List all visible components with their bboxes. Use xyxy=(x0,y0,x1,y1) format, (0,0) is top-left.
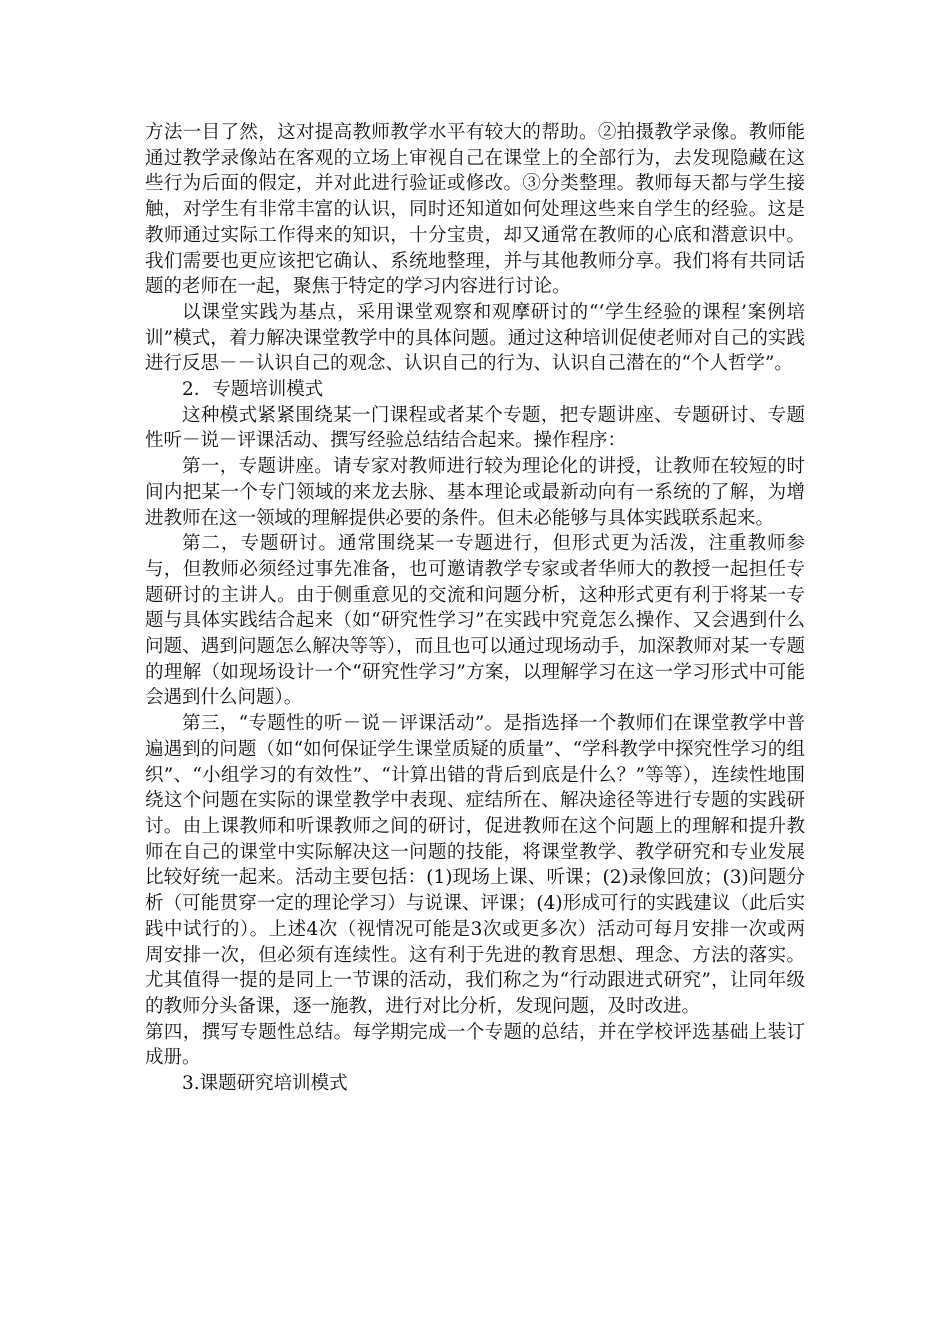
paragraph-case-training-model: 以课堂实践为基点，采用课堂观察和观摩研讨的“‘学生经验的课程’案例培训”模式，着力解决课堂教学中的具体问题。通过这种培训促使老师对自己的实践进行反思－－认识自己的观念、认识自己的行为、认识自己潜在的“个人哲学”。 xyxy=(145,301,805,375)
paragraph-topic-training-intro: 这种模式紧紧围绕某一门课程或者某个专题，把专题讲座、专题研讨、专题性听－说－评课活动、撰写经验总结结合起来。操作程序： xyxy=(145,404,805,452)
paragraph-step-two-seminar: 第二，专题研讨。通常围绕某一专题进行，但形式更为活泼，注重教师参与，但教师必须经过事先准备，也可邀请教学专家或者华师大的教授一起担任专题研讨的主讲人。由于侧重意见的交流和问题分析，这种形式更有利于将某一专题与具体实践结合起来（如“研究性学习”在实践中究竟怎么操作、又会遇到什么问题、遇到问题怎么解决等等），而且也可以通过现场动手，加深教师对某一专题的理解（如现场设计一个“研究性学习”方案，以理解学习在这一学习形式中可能会遇到什么问题）。 xyxy=(145,533,805,709)
section-heading-topic-training: 2．专题培训模式 xyxy=(182,379,324,401)
section-heading-research-training: 3.课题研究培训模式 xyxy=(182,1073,348,1095)
paragraph-step-three-listen-speak-evaluate: 第三，“专题性的听－说－评课活动”。是指选择一个教师们在课堂教学中普遍遇到的问题（如“如何保证学生课堂质疑的质量”、“学科教学中探究性学习的组织”、“小组学习的有效性”、“计算出错的背后到底是什么？”等等），连续性地围绕这个问题在实际的课堂教学中表现、症结所在、解决途径等进行专题的实践研讨。由上课教师和听课教师之间的研讨，促进教师在这个问题上的理解和提升教师在自己的课堂中实际解决这一问题的技能，将课堂教学、教学研究和专业发展比较好统一起来。活动主要包括：(1)现场上课、听课；(2)录像回放；(3)问题分析（可能贯穿一定的理论学习）与说课、评课；(4)形成可行的实践建议（此后实践中试行的）。上述4次（视情况可能是3次或更多次）活动可每月安排一次或两周安排一次，但必须有连续性。这有利于先进的教育思想、理念、方法的落实。尤其值得一提的是同上一节课的活动，我们称之为“行动跟进式研究”，让同年级的教师分头备课，逐一施教，进行对比分析，发现问题，及时改进。 xyxy=(145,713,805,1017)
paragraph-teaching-methods-continuation: 方法一目了然，这对提高教师教学水平有较大的帮助。②拍摄教学录像。教师能通过教学录像站在客观的立场上审视自己在课堂上的全部行为，去发现隐藏在这些行为后面的假定，并对此进行验证或修改。③分类整理。教师每天都与学生接触，对学生有非常丰富的认识，同时还知道如何处理这些来自学生的经验。这是教师通过实际工作得来的知识，十分宝贵，却又通常在教师的心底和潜意识中。我们需要也更应该把它确认、系统地整理，并与其他教师分享。我们将有共同话题的老师在一起，聚焦于特定的学习内容进行讨论。 xyxy=(145,122,805,298)
paragraph-step-four-summary: 第四，撰写专题性总结。每学期完成一个专题的总结，并在学校评选基础上装订成册。 xyxy=(145,1021,805,1069)
document-body xyxy=(145,120,805,1097)
paragraph-step-one-lecture: 第一，专题讲座。请专家对教师进行较为理论化的讲授，让教师在较短的时间内把某一个专门领域的来龙去脉、基本理论或最新动向有一系统的了解，为增进教师在这一领域的理解提供必要的条件。但未必能够与具体实践联系起来。 xyxy=(145,456,805,529)
